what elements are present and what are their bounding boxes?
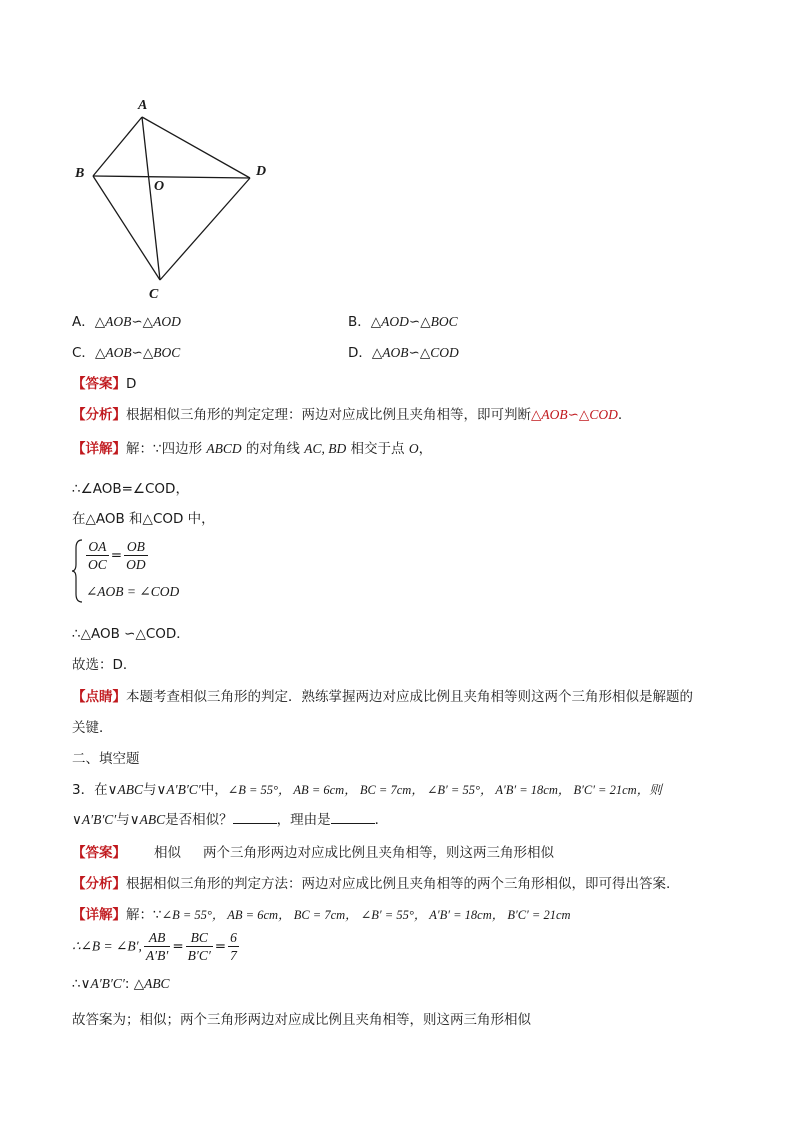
section-heading: 二、填空题 — [72, 751, 140, 767]
answer-blank-1[interactable] — [233, 809, 277, 824]
q2-angle-line: ∴∠AOB=∠COD， — [72, 481, 189, 497]
option-b[interactable]: B．△AOD∽△BOC — [348, 314, 458, 330]
q3-similar-line: ∴∨A′B′C′: △ABC — [72, 976, 170, 992]
answer-blank-2[interactable] — [331, 809, 375, 824]
label-o: O — [154, 179, 165, 194]
option-d[interactable]: D．△AOB∽△COD — [348, 345, 459, 361]
system-line-2: ∠AOB = ∠COD — [86, 584, 180, 599]
q2-analysis-line: 【分析】根据相似三角形的判定定理：两边对应成比例且夹角相等，即可判断△AOB∽△COD. — [72, 407, 623, 423]
label-d: D — [256, 164, 267, 179]
q3-final-line: 故答案为；相似；两个三角形两边对应成比例且夹角相等，则这两三角形相似 — [72, 1012, 531, 1028]
edge-ad — [142, 117, 250, 178]
q3-line-1: 3．在∨ABC与∨A′B′C′中，∠B = 55°， AB = 6cm， BC = 7cm， ∠B′ = 55°， A′B′ = 18cm， B′C′ = 21cm，则 — [72, 782, 662, 798]
edge-ab — [93, 117, 142, 176]
q3-ratio-line: ∴∠B = ∠B′, $\frac{AB}{A'B'}$ = $\frac{BC}{B'C'}$ = $\frac{6}{7}$ — [72, 930, 237, 963]
label-c: C — [149, 287, 159, 302]
q2-comment-line-1: 【点睛】本题考查相似三角形的判定．熟练掌握两边对应成比例且夹角相等则这两个三角形相似是解题的 — [72, 689, 693, 705]
answer-tag: 【答案】 — [72, 376, 126, 392]
q2-in-line: 在△AOB 和△COD 中， — [72, 511, 215, 527]
diagonal-bd — [93, 176, 250, 178]
option-c[interactable]: C．△AOB∽△BOC — [72, 345, 181, 361]
label-b: B — [75, 166, 85, 181]
option-a[interactable]: A．△AOB∽△AOD — [72, 314, 181, 330]
edge-dc — [160, 178, 250, 280]
q3-answer-line: 【答案】 相似 两个三角形两边对应成比例且夹角相等，则这两三角形相似 — [72, 845, 554, 861]
q2-conclusion-line: ∴△AOB ∽△COD． — [72, 626, 190, 642]
q2-answer-line: 【答案】D — [72, 376, 137, 392]
q2-choice-line: 故选：D． — [72, 657, 137, 673]
label-a: A — [138, 98, 148, 113]
q3-detail-line: 【详解】解：∵∠B = 55°， AB = 6cm， BC = 7cm， ∠B′ = 55°， A′B′ = 18cm， B′C′ = 21cm — [72, 907, 571, 923]
brace — [72, 538, 84, 604]
q3-analysis-line: 【分析】根据相似三角形的判定方法：两边对应成比例且夹角相等的两个三角形相似，即可得出答案. — [72, 876, 671, 892]
q2-comment-line-2: 关键． — [72, 720, 113, 736]
q2-detail-line: 【详解】解：∵四边形 ABCD 的对角线 AC, BD 相交于点 O， — [72, 441, 433, 457]
q3-line-2: ∨A′B′C′与∨ABC是否相似？ ，理由是 ． — [72, 808, 388, 828]
quadrilateral-figure — [60, 90, 290, 305]
